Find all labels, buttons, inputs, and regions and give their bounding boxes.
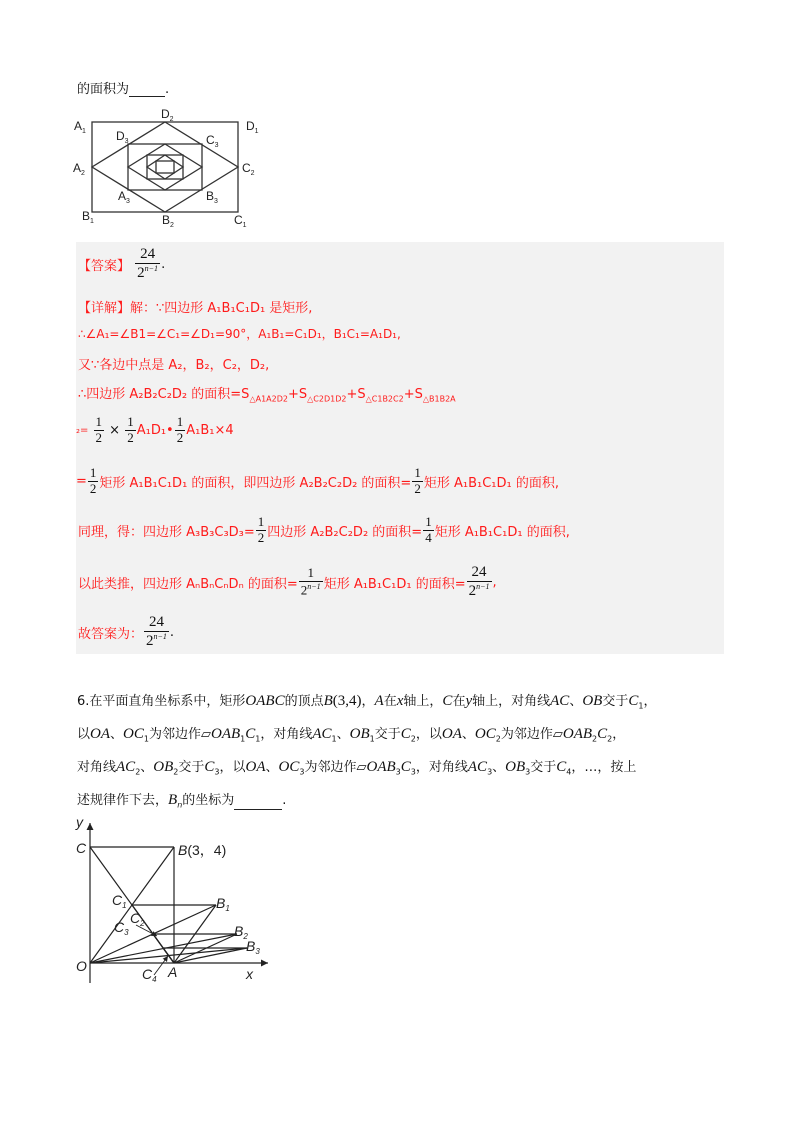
q6-line-2 bbox=[77, 723, 625, 744]
math: OB bbox=[505, 759, 526, 775]
math: OB bbox=[582, 693, 603, 709]
den: 2 bbox=[257, 529, 265, 545]
period: . bbox=[169, 624, 175, 640]
den-exp: n−1 bbox=[307, 582, 321, 592]
svg-text:C2 bbox=[242, 161, 255, 177]
half-fraction bbox=[256, 515, 267, 546]
sub: 3 bbox=[214, 198, 218, 205]
text: ，以 bbox=[219, 760, 246, 775]
svg-text:D3 bbox=[116, 129, 129, 145]
math: OAB bbox=[562, 726, 593, 742]
sub: 3 bbox=[410, 767, 416, 777]
label-C1: C bbox=[234, 213, 243, 227]
text: ，对角线 bbox=[415, 760, 468, 775]
prefix: = bbox=[76, 473, 87, 489]
times: × bbox=[109, 422, 121, 438]
detail-text: ∴四边形 A₂B₂C₂D₂ 的面积=S bbox=[78, 387, 250, 402]
math: OA bbox=[441, 726, 462, 742]
text: 、 bbox=[461, 727, 475, 742]
half-fraction bbox=[125, 415, 136, 446]
label-B2: B bbox=[234, 923, 244, 939]
math: C bbox=[556, 759, 567, 775]
num: 1 bbox=[414, 465, 421, 480]
text: 故答案为： bbox=[78, 626, 144, 642]
math: y bbox=[465, 693, 473, 709]
sub: 3 bbox=[255, 947, 260, 956]
subscript: △C1B2C2 bbox=[365, 394, 404, 404]
text: 交于 bbox=[602, 694, 629, 709]
svg-text:B3 bbox=[206, 189, 218, 205]
text: 轴上， bbox=[403, 694, 443, 709]
text: 的顶点 bbox=[284, 694, 324, 709]
half-fraction bbox=[412, 466, 423, 497]
text: 在平面直角坐标系中，矩形 bbox=[89, 694, 246, 709]
math: B bbox=[168, 792, 178, 808]
q6-line-4 bbox=[77, 789, 286, 810]
period: . bbox=[161, 256, 166, 272]
prefix: ₂= bbox=[76, 424, 89, 436]
detail-line-4 bbox=[78, 383, 456, 404]
text: 在 bbox=[383, 694, 397, 709]
fraction-denominator-base: 2 bbox=[137, 265, 145, 282]
den: 2 bbox=[95, 429, 103, 445]
math: C bbox=[400, 759, 411, 775]
text: ，…，按上 bbox=[571, 760, 637, 775]
sub: 2 bbox=[173, 767, 179, 777]
rect-7 bbox=[156, 161, 174, 173]
text: 的坐标为 bbox=[182, 793, 235, 808]
den: 4 bbox=[425, 529, 432, 545]
sub: 1 bbox=[90, 218, 94, 225]
svg-text:C3 bbox=[206, 133, 219, 149]
q6-line-3 bbox=[77, 756, 636, 777]
subscript: △C2D1D2 bbox=[307, 394, 347, 404]
answer-tag: 【答案】 bbox=[78, 258, 131, 274]
math: C bbox=[204, 759, 215, 775]
svg-text:B3 bbox=[246, 938, 260, 956]
detail-text: 又∵各边中点是 A₂，B₂，C₂，D₂, bbox=[78, 358, 270, 373]
label-A: A bbox=[168, 964, 178, 980]
detail-tag: 【详解】 bbox=[78, 301, 131, 316]
answer-fraction bbox=[467, 564, 492, 601]
svg-text:C2 bbox=[130, 910, 145, 928]
plus: +S bbox=[287, 387, 308, 402]
den-base: 2 bbox=[300, 582, 308, 598]
den-exp: n−1 bbox=[153, 632, 167, 642]
area-question-line bbox=[77, 78, 169, 97]
label-C: C bbox=[76, 840, 87, 856]
text: ， bbox=[361, 694, 375, 709]
half-fraction bbox=[175, 415, 186, 446]
math: x bbox=[396, 693, 404, 709]
math: OC bbox=[123, 726, 144, 742]
math: OAB bbox=[366, 759, 396, 775]
period: . bbox=[282, 793, 287, 808]
text: 矩形 A₁B₁C₁D₁ 的面积, bbox=[423, 475, 559, 491]
text: 、 bbox=[265, 760, 279, 775]
sub: 2 bbox=[607, 734, 613, 744]
label-B-coord: (3，4) bbox=[187, 842, 227, 858]
sub: 3 bbox=[214, 142, 219, 149]
text: 、 bbox=[569, 694, 583, 709]
sub: 1 bbox=[638, 701, 644, 711]
sub: 4 bbox=[566, 767, 572, 777]
area-question-text: 的面积为 bbox=[77, 82, 130, 97]
sub: 1 bbox=[122, 901, 127, 910]
detail-line-3 bbox=[78, 354, 269, 373]
label-A1: A bbox=[74, 119, 83, 133]
sub: 1 bbox=[82, 128, 86, 135]
sub: 3 bbox=[124, 138, 129, 145]
fraction-numerator: 24 bbox=[135, 246, 160, 264]
math: B bbox=[323, 693, 333, 709]
plus: +S bbox=[346, 387, 366, 402]
math: OA bbox=[245, 759, 266, 775]
svg-text:D1 bbox=[246, 119, 259, 135]
answer-blank bbox=[129, 82, 165, 97]
text: 述规律作下去， bbox=[77, 793, 169, 808]
text: A₁B₁×4 bbox=[186, 422, 234, 438]
half-fraction bbox=[88, 466, 99, 497]
answer-blank bbox=[234, 795, 282, 810]
math: OB bbox=[153, 759, 174, 775]
num: 1 bbox=[299, 566, 323, 582]
svg-text:B2 bbox=[162, 213, 174, 228]
label-y-axis: y bbox=[76, 815, 83, 830]
detail-line-7 bbox=[78, 515, 570, 546]
text: ，对角线 bbox=[260, 727, 313, 742]
label-C2: C bbox=[242, 161, 251, 175]
svg-text:B1 bbox=[216, 895, 230, 913]
sub: 3 bbox=[126, 198, 130, 205]
sub: 2 bbox=[135, 767, 141, 777]
label-B: B bbox=[178, 842, 188, 858]
text: 矩形 A₁B₁C₁D₁ 的面积= bbox=[323, 576, 466, 592]
num: 1 bbox=[89, 465, 97, 480]
sub: 2 bbox=[592, 734, 598, 744]
sub: 3 bbox=[395, 767, 401, 777]
subscript: △B1B2A bbox=[422, 394, 456, 404]
coordinate-diagram bbox=[70, 815, 280, 990]
sub: 3 bbox=[214, 767, 220, 777]
detail-line-8 bbox=[78, 564, 497, 601]
den-exp: n−1 bbox=[476, 582, 490, 592]
math: OC bbox=[474, 726, 496, 742]
num: 1 bbox=[127, 414, 134, 429]
sub: 2 bbox=[81, 170, 85, 177]
math: OC bbox=[278, 759, 300, 775]
label-C1: C bbox=[112, 892, 123, 908]
text: ， bbox=[643, 694, 657, 709]
detail-text: 解：∵四边形 A₁B₁C₁D₁ 是矩形, bbox=[130, 301, 313, 316]
parallelogram-symbol: ▱ bbox=[200, 727, 211, 742]
subscript: △A1A2D2 bbox=[249, 394, 288, 404]
detail-line-1 bbox=[78, 297, 312, 316]
math: C bbox=[597, 726, 608, 742]
sub: 4 bbox=[152, 975, 157, 984]
text: 在 bbox=[452, 694, 466, 709]
svg-text:B(3，4) bbox=[178, 842, 226, 859]
num: 1 bbox=[95, 414, 103, 429]
label-D1: D bbox=[246, 119, 255, 133]
den: 2 bbox=[89, 480, 97, 496]
text: 矩形 A₁B₁C₁D₁ 的面积，即四边形 A₂B₂C₂D₂ 的面积= bbox=[99, 475, 412, 491]
text: 矩形 A₁B₁C₁D₁ 的面积, bbox=[434, 524, 570, 540]
text: 交于 bbox=[178, 760, 205, 775]
label-D3: D bbox=[116, 129, 125, 143]
answer-line bbox=[78, 246, 165, 283]
rect-A3B3C3D3 bbox=[128, 144, 202, 190]
segment-B3A bbox=[174, 948, 247, 963]
text: 同理，得：四边形 A₃B₃C₃D₃= bbox=[78, 524, 255, 540]
rhombus-6 bbox=[147, 155, 183, 179]
svg-text:A1 bbox=[74, 119, 86, 135]
math: OABC bbox=[245, 693, 285, 709]
sub: 3 bbox=[487, 767, 493, 777]
sub: 2 bbox=[140, 919, 145, 928]
detail-text: ∴∠A₁=∠B1=∠C₁=∠D₁=90°，A₁B₁=C₁D₁，B₁C₁=A₁D₁, bbox=[78, 327, 401, 341]
answer-fraction bbox=[135, 246, 160, 283]
label-O: O bbox=[76, 958, 87, 974]
text: 、 bbox=[336, 727, 350, 742]
label-B3: B bbox=[206, 189, 215, 203]
text: , bbox=[492, 574, 497, 590]
math: (3,4) bbox=[332, 693, 362, 709]
sub: 1 bbox=[143, 734, 149, 744]
sub: 1 bbox=[255, 734, 261, 744]
label-C3: C bbox=[114, 919, 125, 935]
math: OAB bbox=[210, 726, 241, 742]
detail-line-6 bbox=[76, 466, 559, 497]
sub: 1 bbox=[242, 222, 247, 228]
math: AC bbox=[550, 693, 570, 709]
den: 2 bbox=[127, 429, 134, 445]
plus: +S bbox=[403, 387, 423, 402]
num: 1 bbox=[425, 514, 432, 529]
svg-text:D2 bbox=[161, 108, 174, 123]
label-x-axis: x bbox=[246, 966, 253, 982]
math: AC bbox=[312, 726, 332, 742]
num: 1 bbox=[176, 414, 184, 429]
text: 交于 bbox=[374, 727, 401, 742]
text: 为邻边作 bbox=[148, 727, 201, 742]
rect-5 bbox=[147, 155, 183, 179]
pointer-C4 bbox=[154, 956, 168, 975]
text: 、 bbox=[492, 760, 506, 775]
text: 为邻边作 bbox=[500, 727, 553, 742]
sub: 1 bbox=[225, 904, 230, 913]
math: AC bbox=[467, 759, 488, 775]
text: ，以 bbox=[415, 727, 442, 742]
text: A₁D₁• bbox=[136, 422, 174, 438]
sub: 3 bbox=[525, 767, 531, 777]
label-A2: A bbox=[73, 161, 82, 175]
math: C bbox=[245, 726, 256, 742]
sub: 1 bbox=[331, 734, 337, 744]
label-C4: C bbox=[142, 966, 153, 982]
den: 2 bbox=[176, 429, 184, 445]
label-B3: B bbox=[246, 938, 256, 954]
label-C3: C bbox=[206, 133, 215, 147]
question-number: 6. bbox=[77, 694, 90, 709]
math: C bbox=[400, 726, 411, 742]
label-B1: B bbox=[82, 209, 91, 223]
text: 交于 bbox=[530, 760, 557, 775]
math: C bbox=[628, 693, 639, 709]
svg-text:C3 bbox=[114, 919, 129, 937]
svg-text:C4 bbox=[142, 966, 157, 984]
label-A3: A bbox=[118, 189, 127, 203]
sub: 2 bbox=[495, 734, 501, 744]
parallelogram-symbol: ▱ bbox=[356, 760, 367, 775]
label-D2: D bbox=[161, 108, 170, 121]
math: C bbox=[442, 693, 453, 709]
text: 以 bbox=[77, 727, 91, 742]
nested-quadrilaterals-figure bbox=[70, 108, 270, 228]
period: . bbox=[165, 82, 170, 97]
sub: 3 bbox=[124, 928, 129, 937]
text: 、 bbox=[140, 760, 154, 775]
den-base: 2 bbox=[468, 583, 477, 600]
sub: 1 bbox=[254, 128, 259, 135]
text: 对角线 bbox=[77, 760, 117, 775]
parallelogram-symbol: ▱ bbox=[552, 727, 563, 742]
svg-text:A3 bbox=[118, 189, 130, 205]
half-fraction bbox=[94, 415, 105, 446]
sub: 2 bbox=[170, 222, 174, 228]
sub: 2 bbox=[169, 116, 174, 123]
den-base: 2 bbox=[146, 633, 154, 650]
answer-fraction bbox=[144, 614, 169, 651]
text: 四边形 A₂B₂C₂D₂ 的面积= bbox=[267, 524, 423, 540]
math: AC bbox=[116, 759, 136, 775]
detail-line-9 bbox=[78, 614, 174, 651]
sub: n bbox=[177, 800, 183, 810]
label-B2: B bbox=[162, 213, 171, 227]
power-fraction bbox=[299, 566, 323, 598]
math: B bbox=[360, 726, 370, 742]
sub: 2 bbox=[410, 734, 416, 744]
sub: 2 bbox=[243, 932, 248, 941]
num: 1 bbox=[257, 514, 265, 529]
text: 以此类推，四边形 AₙBₙCₙDₙ 的面积= bbox=[78, 576, 298, 592]
sub: 1 bbox=[240, 734, 246, 744]
svg-text:C1 bbox=[234, 213, 247, 228]
rhombus-4 bbox=[128, 144, 202, 190]
sub: 1 bbox=[369, 734, 375, 744]
math: A bbox=[374, 693, 384, 709]
den: 2 bbox=[414, 480, 421, 496]
detail-line-2 bbox=[78, 325, 401, 342]
math: OA bbox=[90, 726, 111, 742]
text: 、 bbox=[110, 727, 124, 742]
q6-line-1 bbox=[77, 690, 656, 711]
detail-line-5 bbox=[76, 415, 234, 446]
label-C2: C bbox=[130, 910, 141, 926]
fraction-denominator-exponent: n−1 bbox=[144, 264, 159, 274]
svg-text:A2 bbox=[73, 161, 85, 177]
quarter-fraction bbox=[423, 515, 434, 546]
num: 24 bbox=[144, 614, 169, 632]
text: ， bbox=[612, 727, 626, 742]
num: 24 bbox=[467, 564, 492, 582]
text: 为邻边作 bbox=[304, 760, 357, 775]
text: 轴上，对角线 bbox=[472, 694, 551, 709]
sub: 2 bbox=[250, 170, 255, 177]
label-B1: B bbox=[216, 895, 226, 911]
math: O bbox=[349, 726, 361, 742]
sub: 3 bbox=[299, 767, 305, 777]
